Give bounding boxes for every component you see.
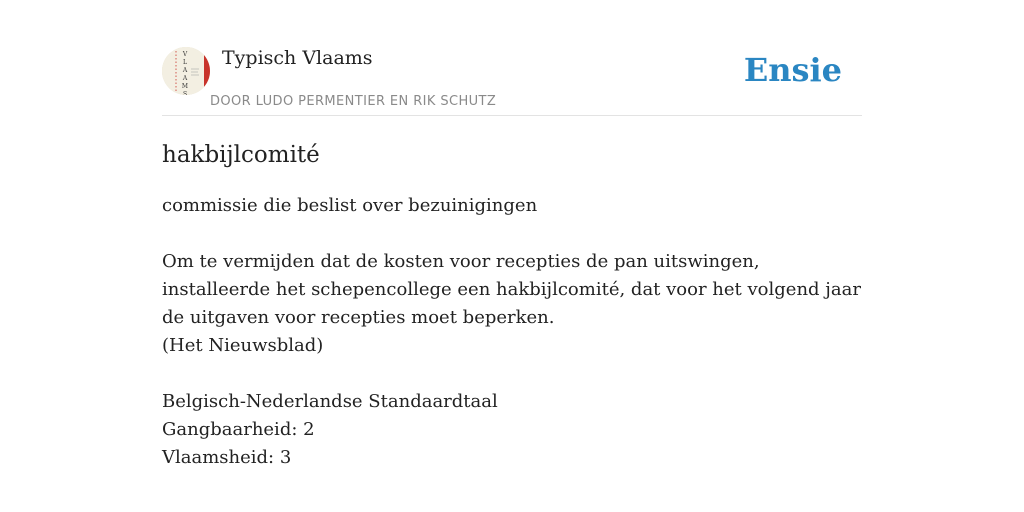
entry-definition: commissie die beslist over bezuinigingen bbox=[162, 195, 538, 216]
vlaamsheid-score: Vlaamsheid: 3 bbox=[162, 447, 292, 468]
entry-header bbox=[162, 46, 862, 116]
entry-citation: (Het Nieuwsblad) bbox=[162, 335, 324, 356]
source-authors: DOOR LUDO PERMENTIER EN RIK SCHUTZ bbox=[210, 94, 497, 109]
logo-letter: L bbox=[183, 59, 187, 66]
logo-letter: V bbox=[182, 51, 188, 58]
ensie-logo-link[interactable]: Ensie bbox=[743, 51, 842, 89]
source-title[interactable]: Typisch Vlaams bbox=[222, 47, 373, 69]
logo-letter: A bbox=[182, 75, 188, 82]
gangbaarheid-score: Gangbaarheid: 2 bbox=[162, 419, 315, 440]
entry-example: Om te vermijden dat de kosten voor recepties de pan uitswingen, installeerde het schepencollege een hakbijlcomité, dat voor het volgend jaar de uitgaven voor recepties moet beperken. bbox=[162, 251, 861, 328]
logo-letter: M bbox=[181, 83, 189, 90]
language-variety: Belgisch-Nederlandse Standaardtaal bbox=[162, 391, 498, 412]
entry-meta bbox=[162, 388, 498, 472]
entry-headword: hakbijlcomité bbox=[162, 142, 320, 168]
book-cover-logo-graphic bbox=[162, 47, 210, 95]
book-cover-logo-icon[interactable] bbox=[162, 47, 210, 95]
logo-letter: S bbox=[182, 91, 188, 95]
logo-letter: A bbox=[182, 67, 188, 74]
